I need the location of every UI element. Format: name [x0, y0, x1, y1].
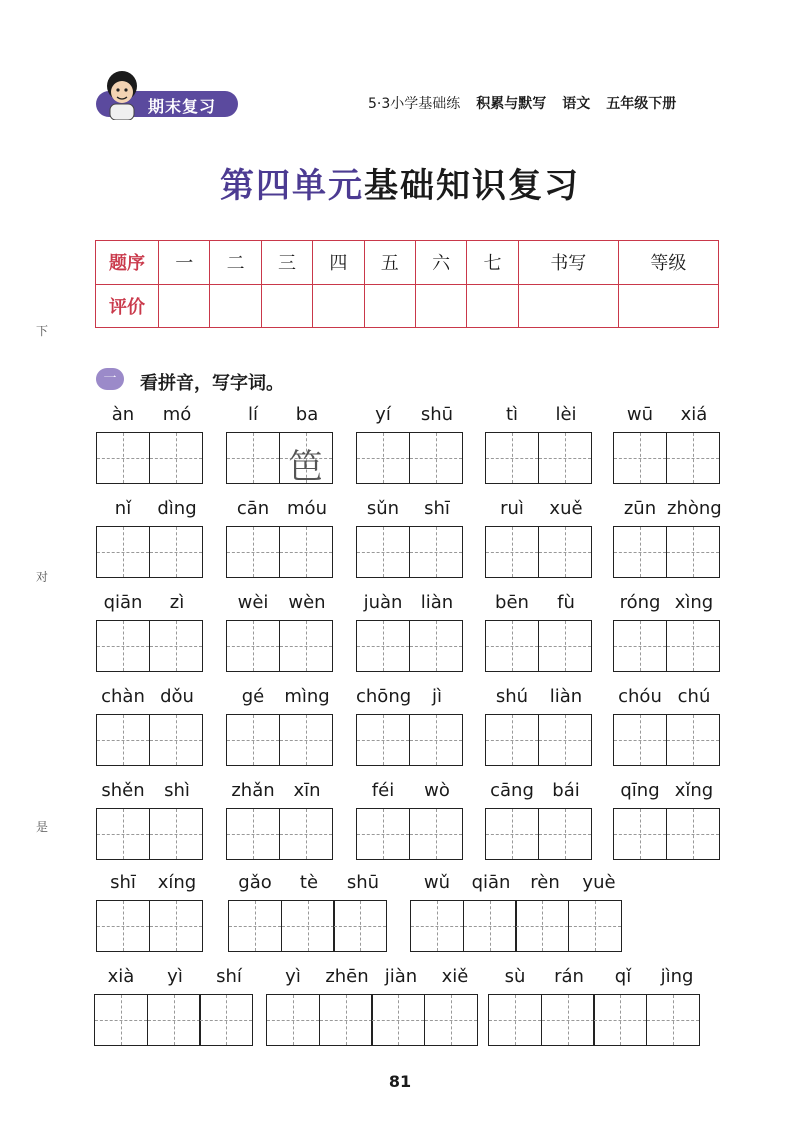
pinyin-label: xià: [107, 966, 135, 987]
writing-cell[interactable]: [485, 808, 539, 860]
grade-name: 五年级下册: [606, 96, 677, 112]
word-item: [485, 592, 593, 676]
writing-cell[interactable]: [149, 714, 203, 766]
series-name: 5·3小学基础练: [368, 96, 461, 112]
score-col-header: 二: [210, 241, 261, 285]
writing-cell[interactable]: [228, 900, 282, 952]
writing-cell[interactable]: [409, 432, 463, 484]
pinyin-label: cāng: [490, 780, 534, 801]
writing-cell[interactable]: [541, 994, 595, 1046]
writing-cell[interactable]: [279, 526, 333, 578]
pinyin-label: ba: [295, 404, 319, 425]
pinyin-label: shī: [424, 498, 450, 519]
score-header-row: [96, 241, 719, 285]
writing-box-group: [226, 808, 333, 860]
writing-cell[interactable]: [593, 994, 647, 1046]
word-item: [485, 404, 593, 488]
writing-cell[interactable]: [356, 808, 410, 860]
book-header: [368, 92, 728, 114]
pinyin-label: àn: [111, 404, 135, 425]
pinyin-label: bái: [552, 780, 580, 801]
title-unit: 第四单元: [220, 166, 364, 206]
word-item: [266, 966, 482, 1050]
score-col-header: 四: [313, 241, 364, 285]
writing-cell[interactable]: [279, 620, 333, 672]
student-mascot-icon: [102, 68, 142, 120]
writing-cell[interactable]: [94, 994, 148, 1046]
word-item: [410, 872, 626, 956]
pinyin-label: xìng: [674, 592, 714, 613]
writing-box-group: [96, 900, 203, 952]
pinyin-label: qiān: [471, 872, 511, 893]
score-cell[interactable]: [467, 284, 518, 328]
score-col-header: 书写: [518, 241, 618, 285]
writing-cell[interactable]: [96, 432, 150, 484]
pinyin-label: xiá: [680, 404, 708, 425]
writing-box-group: [356, 620, 463, 672]
score-col-header: 等级: [618, 241, 718, 285]
writing-cell[interactable]: [666, 432, 720, 484]
score-cell[interactable]: [261, 284, 312, 328]
writing-cell[interactable]: [485, 526, 539, 578]
subject-name: 语文: [562, 96, 591, 112]
writing-cell[interactable]: [371, 994, 425, 1046]
pinyin-label: qiān: [103, 592, 143, 613]
word-item: [96, 686, 204, 770]
pinyin-label: wèi: [237, 592, 269, 613]
writing-cell[interactable]: [410, 900, 464, 952]
pinyin-label: shū: [420, 404, 454, 425]
pinyin-label: gǎo: [238, 872, 272, 893]
writing-box-group: [226, 526, 333, 578]
pinyin-label: xiě: [441, 966, 469, 987]
writing-cell[interactable]: [409, 620, 463, 672]
word-item: [613, 404, 721, 488]
written-character: 笆: [288, 447, 323, 487]
word-item: [94, 966, 256, 1050]
score-cell[interactable]: [364, 284, 415, 328]
pinyin-label: chàn: [101, 686, 145, 707]
pinyin-label: xíng: [157, 872, 197, 893]
word-item: [226, 592, 334, 676]
writing-cell[interactable]: [568, 900, 622, 952]
word-item: [613, 686, 721, 770]
word-item: [485, 780, 593, 864]
writing-box-group: [356, 432, 463, 484]
writing-cell[interactable]: [538, 526, 592, 578]
pinyin-label: sù: [504, 966, 526, 987]
writing-cell[interactable]: [515, 900, 569, 952]
pinyin-label: chóu: [618, 686, 662, 707]
pinyin-label: shì: [164, 780, 190, 801]
writing-cell[interactable]: [538, 808, 592, 860]
writing-cell[interactable]: [613, 620, 667, 672]
pinyin-label: shú: [495, 686, 529, 707]
writing-box-group: [226, 714, 333, 766]
side-mark: 是: [36, 820, 49, 834]
pinyin-label: gé: [241, 686, 265, 707]
writing-box-group: [96, 432, 203, 484]
writing-cell[interactable]: [409, 808, 463, 860]
writing-cell[interactable]: [538, 620, 592, 672]
section-number-badge: 一: [96, 368, 124, 390]
writing-cell[interactable]: [485, 432, 539, 484]
score-col-header: 六: [415, 241, 466, 285]
question-order-label: 题序: [96, 241, 159, 285]
writing-cell[interactable]: [279, 714, 333, 766]
writing-cell[interactable]: [538, 714, 592, 766]
pinyin-label: jìng: [660, 966, 694, 987]
pinyin-label: mó: [162, 404, 192, 425]
pinyin-label: shěn: [101, 780, 145, 801]
evaluation-label: 评价: [96, 284, 159, 328]
pinyin-label: ruì: [500, 498, 524, 519]
pinyin-label: jì: [431, 686, 442, 707]
score-col-header: 五: [364, 241, 415, 285]
writing-cell[interactable]: [226, 620, 280, 672]
writing-box-group: [228, 900, 387, 952]
pinyin-label: rèn: [530, 872, 560, 893]
writing-box-group: [485, 526, 592, 578]
score-col-header: 七: [467, 241, 518, 285]
pinyin-label: yì: [285, 966, 301, 987]
word-item: [485, 498, 593, 582]
pinyin-label: zhǎn: [231, 780, 275, 801]
writing-cell[interactable]: [666, 526, 720, 578]
writing-box-group: [96, 714, 203, 766]
writing-cell[interactable]: [149, 808, 203, 860]
writing-box-group: [356, 526, 463, 578]
writing-cell[interactable]: [319, 994, 373, 1046]
writing-cell[interactable]: [488, 994, 542, 1046]
word-item: [226, 498, 334, 582]
writing-box-group: [485, 808, 592, 860]
pinyin-label: bēn: [495, 592, 529, 613]
pinyin-label: shí: [216, 966, 242, 987]
pinyin-label: qīng: [620, 780, 660, 801]
word-item: [356, 404, 464, 488]
writing-cell[interactable]: [613, 432, 667, 484]
pinyin-label: jiàn: [384, 966, 418, 987]
page-number: 81: [388, 1072, 412, 1091]
pinyin-label: cān: [236, 498, 270, 519]
writing-box-group: [96, 808, 203, 860]
pinyin-label: féi: [371, 780, 395, 801]
pinyin-label: móu: [287, 498, 327, 519]
word-item: [96, 592, 204, 676]
score-col-header: 三: [261, 241, 312, 285]
word-item: [356, 498, 464, 582]
word-item: [485, 686, 593, 770]
pinyin-label: zūn: [623, 498, 657, 519]
writing-box-group: [613, 808, 720, 860]
word-item: [613, 592, 721, 676]
word-item: [226, 780, 334, 864]
writing-box-group: [485, 620, 592, 672]
word-item: [228, 872, 390, 956]
writing-box-group: [613, 714, 720, 766]
writing-cell[interactable]: [266, 994, 320, 1046]
writing-box-group: [96, 526, 203, 578]
writing-box-group: [94, 994, 253, 1046]
writing-cell[interactable]: [538, 432, 592, 484]
title-rest: 基础知识复习: [364, 166, 580, 206]
writing-cell[interactable]: [463, 900, 517, 952]
pinyin-label: fù: [557, 592, 575, 613]
writing-box-group: [356, 808, 463, 860]
score-eval-row: [96, 284, 719, 328]
writing-box-group: [410, 900, 622, 952]
writing-cell[interactable]: [96, 808, 150, 860]
writing-box-group: [613, 526, 720, 578]
writing-cell[interactable]: [281, 900, 335, 952]
score-cell[interactable]: [618, 284, 718, 328]
writing-cell[interactable]: [356, 714, 410, 766]
pinyin-label: juàn: [363, 592, 403, 613]
writing-box-group: [96, 620, 203, 672]
writing-cell[interactable]: [613, 714, 667, 766]
writing-cell[interactable]: [147, 994, 201, 1046]
pinyin-label: xǐng: [674, 780, 714, 801]
pinyin-label: xuě: [549, 498, 583, 519]
writing-cell[interactable]: [96, 620, 150, 672]
writing-cell[interactable]: [613, 526, 667, 578]
writing-cell[interactable]: [646, 994, 700, 1046]
pinyin-label: liàn: [420, 592, 454, 613]
pinyin-label: mìng: [284, 686, 330, 707]
score-cell[interactable]: [159, 284, 210, 328]
pinyin-label: xīn: [293, 780, 321, 801]
pinyin-label: yí: [375, 404, 391, 425]
writing-cell[interactable]: [666, 620, 720, 672]
writing-box-group: [613, 620, 720, 672]
pinyin-label: liàn: [549, 686, 583, 707]
writing-cell[interactable]: [96, 900, 150, 952]
pinyin-label: tì: [505, 404, 519, 425]
writing-cell[interactable]: [424, 994, 478, 1046]
pinyin-label: wǔ: [423, 872, 451, 893]
word-item: [226, 686, 334, 770]
pinyin-label: chú: [677, 686, 711, 707]
section-instruction: 看拼音，写字词。: [140, 373, 284, 394]
writing-cell[interactable]: [409, 714, 463, 766]
writing-cell[interactable]: [279, 432, 333, 487]
writing-cell[interactable]: [485, 620, 539, 672]
page-title: [0, 158, 800, 207]
writing-box-group: [613, 432, 720, 484]
word-item: [356, 686, 464, 770]
writing-cell[interactable]: [149, 620, 203, 672]
score-table: [95, 240, 719, 328]
writing-cell[interactable]: [96, 526, 150, 578]
pinyin-label: yuè: [582, 872, 616, 893]
writing-cell[interactable]: [356, 526, 410, 578]
pinyin-label: dǒu: [160, 686, 194, 707]
pinyin-label: qǐ: [614, 966, 632, 987]
pinyin-label: wò: [424, 780, 450, 801]
writing-cell[interactable]: [333, 900, 387, 952]
pinyin-label: zhòng: [667, 498, 722, 519]
side-mark: 下: [36, 324, 49, 338]
pinyin-label: rán: [554, 966, 584, 987]
pinyin-label: sǔn: [366, 498, 400, 519]
writing-cell[interactable]: [485, 714, 539, 766]
writing-cell[interactable]: [149, 526, 203, 578]
word-item: [96, 498, 204, 582]
word-item: [488, 966, 704, 1050]
pinyin-label: wū: [626, 404, 654, 425]
word-item: [613, 780, 721, 864]
word-item: [226, 404, 334, 488]
side-mark: 对: [36, 570, 49, 584]
writing-cell[interactable]: [226, 526, 280, 578]
writing-cell[interactable]: [666, 808, 720, 860]
pinyin-label: wèn: [288, 592, 326, 613]
score-cell[interactable]: [415, 284, 466, 328]
pinyin-label: tè: [299, 872, 319, 893]
word-item: [96, 872, 204, 956]
writing-cell[interactable]: [199, 994, 253, 1046]
pinyin-label: zì: [169, 592, 185, 613]
pinyin-label: yì: [167, 966, 183, 987]
writing-cell[interactable]: [356, 432, 410, 484]
score-cell[interactable]: [210, 284, 261, 328]
score-cell[interactable]: [518, 284, 618, 328]
writing-box-group: [226, 432, 333, 487]
word-item: [356, 780, 464, 864]
pinyin-label: shū: [346, 872, 380, 893]
pinyin-label: chōng: [356, 686, 412, 707]
pinyin-label: lí: [247, 404, 258, 425]
writing-cell[interactable]: [226, 432, 280, 484]
writing-cell[interactable]: [226, 714, 280, 766]
book-name: 积累与默写: [476, 96, 547, 112]
pinyin-label: róng: [619, 592, 661, 613]
writing-cell[interactable]: [409, 526, 463, 578]
writing-cell[interactable]: [226, 808, 280, 860]
writing-box-group: [485, 432, 592, 484]
writing-cell[interactable]: [666, 714, 720, 766]
writing-cell[interactable]: [279, 808, 333, 860]
writing-box-group: [488, 994, 700, 1046]
writing-box-group: [485, 714, 592, 766]
writing-cell[interactable]: [356, 620, 410, 672]
score-col-header: 一: [159, 241, 210, 285]
writing-cell[interactable]: [149, 900, 203, 952]
word-item: [613, 498, 721, 582]
pinyin-label: nǐ: [114, 498, 132, 519]
word-item: [96, 404, 204, 488]
pinyin-label: lèi: [555, 404, 577, 425]
writing-cell[interactable]: [149, 432, 203, 484]
pinyin-label: shī: [110, 872, 136, 893]
writing-cell[interactable]: [96, 714, 150, 766]
writing-box-group: [266, 994, 478, 1046]
pinyin-label: zhēn: [325, 966, 369, 987]
writing-box-group: [356, 714, 463, 766]
score-cell[interactable]: [313, 284, 364, 328]
word-item: [96, 780, 204, 864]
writing-box-group: [226, 620, 333, 672]
word-item: [356, 592, 464, 676]
writing-cell[interactable]: [613, 808, 667, 860]
pinyin-label: dìng: [157, 498, 197, 519]
badge-label: 期末复习: [148, 97, 217, 116]
